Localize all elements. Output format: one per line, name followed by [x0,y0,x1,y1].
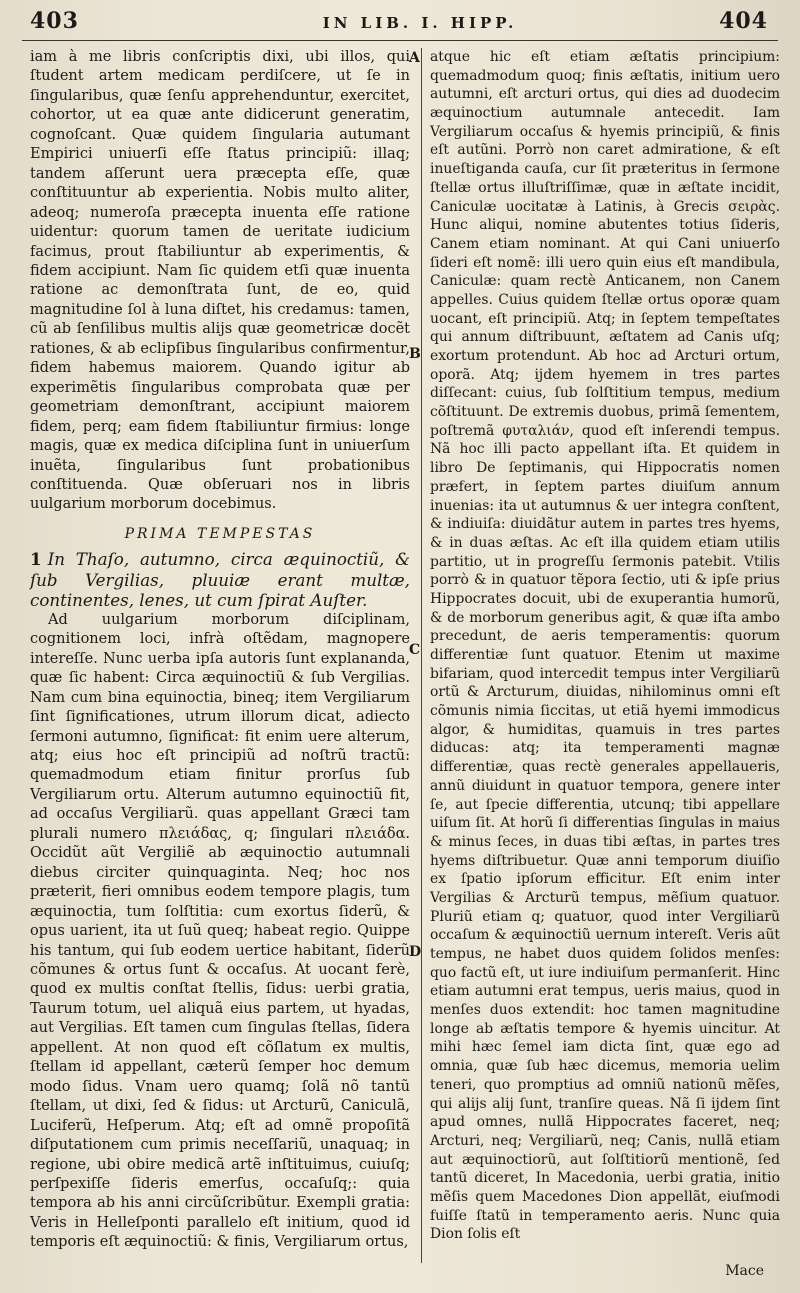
margin-marker-a: A [409,50,420,66]
commentary-paragraph-1: iam à me libris conſcriptis dixi, ubi illos, qui ſtudent artem medicam perdiſcere, ut ſe in ſingularibus, quæ ſenſu apprehenduntur, exercitet, cohortor, ut ea quæ ante didicerunt generatim, cognoſcant. Quæ quidem ſingularia autumant Empirici uniuerſi eſſe ſtatus principiũ: illaq; tandem aſſerunt uera præcepta eſſe, quæ conſtituuntur ab experientia. Nobis multo aliter, adeoq; numeroſa præcepta inuenta eſſe ratione uidentur: quorum tamen de ueritate iudicium facimus, prout ſtabiliuntur ab experimentis, & fidem accipiunt. Nam ſic quidem etſi quæ inuenta ratione ac demonſtrata ſunt, de eo, quid magnitudine ſol à luna diſtet, his credamus: tamen, cũ ab ſenſilibus multis alijs quæ geometricæ docẽt rationes, & ab eclipſibus ſingularibus confirmentur, fidem habemus maiorem. Quando igitur ab experimẽtis ſingularibus comprobata quæ per geometriam demonſtrant, accipiunt maiorem fidem, perq; eam fidem ſtabiliuntur firmius: longe magis, quæ ex medica diſciplina ſunt in uniuerſum inuẽta, ſingularibus ſunt probationibus conſtituenda. Quæ obſeruari nos in libris uulgarium morborum docebimus. [30,49,410,513]
margin-marker-b: B [409,346,421,362]
column-divider [421,48,422,1263]
section-heading: PRIMA TEMPESTAS [124,525,316,542]
commentary-paragraph-2: Ad uulgarium morborum diſciplinam, cognitionem loci, infrà oſtẽdam, magnopere intereſſe. Nunc uerba ipſa autoris ſunt explananda, quæ ſic habent: Circa æquinoctiũ & ſub Vergilias. Nam cum bina equinoctia, bineq; item Vergiliarum ſint ſignificationes, utrum illorum dicat, adiecto ſermoni autumno, ſignificat: fit enim uere alterum, atq; eius hoc eſt principiũ ad noſtrũ tractũ: quemadmodum etiam finitur prorſus ſub Vergiliarum ortu. Alterum autumno equinoctiũ fit, ad occaſus Vergiliarũ. quas appellant Græci tam plurali numero πλειάδας, q; ſingulari πλειάδα. Occidũt aũt Vergiliẽ ab æquinoctio autumnali diebus circiter quinquaginta. Neq; hoc nos præterit, fieri omnibus eodem tempore plagis, tum æquinoctia, tum ſolſtitia: cum exortus ſiderũ, & opus uarient, ita ut ſuũ queq; habeat regio. Quippe his tantum, qui ſub eodem uertice habitant, ſiderũ cõmunes & ortus ſunt & occaſus. At uocant ferè, quod ex multis conſtat ſtellis, ſidus: uerbi gratia, Taurum totum, uel aliquã eius partem, ut hyadas, aut Vergilias. Eſt tamen cum ſingulas ſtellas, ſidera appellent. At non quod eſt cõſlatum ex multis, ſtellam id appellant, cæterũ ſemper hoc demum modo ſidus. Vnam uero quamq; ſolã nõ tantũ ſtellam, ut dixi, ſed & ſidus: ut Arcturũ, Caniculã, Luciferũ, Heſperum. Atq; eſt ad omnẽ propoſitã diſputationem cum primis neceſſariũ, unaquaq; in regione, ubi obire medicã artẽ inſtituimus, cuiuſq; perſpexiſſe ſideris emerſus, occaſuſq;: quia tempora ab his anni circũſcribũtur. Exempli gratia: Veris in Helleſponti parallelo eſt initium, quod id temporis eſt æquinoctiũ: & finis, Vergiliarum ortus, [30,611,410,1251]
header-rule [22,40,778,41]
lemma [30,549,410,611]
page-number-right: 404 [719,8,768,34]
commentary-paragraph-3: atque hic eſt etiam æſtatis principium: quemadmodum quoq; finis æſtatis, initium uero autumni, eſt arcturi ortus, qui dies ad duodecim æquinoctium autumnale antecedit. Iam Vergiliarum occaſus & hyemis principiũ, & finis eſt autũni. Porrò non caret admiratione, & eſt inueſtiganda cauſa, cur ſit præteritus in ſermone ſtellæ ortus illuſtriſſimæ, quæ in æſtate incidit, Caniculæ uocitatæ à Latinis, à Grecis σειρὰς. Hunc aliqui, nomine abutentes totius ſideris, Canem etiam nominant. At qui Cani uniuerſo ſideri eſt nomẽ: illi uero quin eius eſt mandibula, Caniculæ: quam rectè Anticanem, non Canem appelles. Cuius quidem ſtellæ ortus oporæ quam uocant, eſt principiũ. Atq; in ſeptem tempeſtates qui annum diſtribuunt, æſtatem ad Canis uſq; exortum protendunt. Ab hoc ad Arcturi ortum, oporã. Atq; ijdem hyemem in tres partes diſſecant: cuius, ſub ſolſtitium tempus, medium cõſtituunt. De extremis duobus, primã ſementem, poſtremã φυταλιάν, quod eſt inſerendi tempus. Nã hoc illi pacto appellant iſta. Et quidem in libro De ſeptimanis, qui Hippocratis nomen præfert, in ſeptem partes diuiſum annum inuenias: ita ut autumnus & uer integra conſtent, & indiuiſa: diuidãtur autem in partes tres hyems, & in duas æſtas. Ac eſt illa quidem etiam utilis partitio, ut in progreſſu ſermonis patebit. Vtilis porrò & in quatuor tẽpora ſectio, uti & ipſe prius Hippocrates docuit, ubi de exuperantia humorũ, & de morborum generibus agit, & quæ iſta ambo precedunt, de aeris temperamentis: quorum differentiæ ſunt quatuor. Etenim ut maxime bifariam, quod intercedit tempus inter Vergiliarũ ortũ & Arcturum, diuidas, nihilominus omni eſt cõmunis nimia ſiccitas, ut etiã hyemi immodicus algor, & humiditas, quamuis in tres partes diducas: atq; ita temperamenti magnæ differentiæ, quas rectè generales appellaueris, annũ diuidunt in quatuor tempora, genere inter ſe, aut ſpecie differentia, utcunq; tibi appellare uiſum ſit. At horũ ſi differentias ſingulas in maius & minus ſeces, in duas tibi æſtas, in partes tres hyems diſtribuetur. Quæ anni temporum diuiſio ex ſpatio ipſorum efficitur. Eſt enim inter Vergilias & Arcturũ tempus, mẽſium quatuor. Pluriũ etiam q; quatuor, quod inter Vergiliarũ occaſum & æquinoctiũ uernum intereſt. Veris aũt tempus, ne habet duos quidem ſolidos menſes: quo factũ eſt, ut iure indiuiſum permanſerit. Hinc etiam autumni erat tempus, ueris maius, quod in menſes duos extendit: hoc tamen magnitudine longe ab æſtatis tempore & hyemis uincitur. At mihi hæc ſemel iam dicta ſint, quæ ego ad omnia, quæ ſub hæc dicemus, memoria uelim teneri, quo promptius ad omniũ nationũ mẽſes, qui alijs alij ſunt, tranſire queas. Nã ſi ijdem ſint apud omnes, nullã Hippocrates faceret, neq; Arcturi, neq; Vergiliarũ, neq; Canis, nullã etiam aut æquinoctiorũ, aut ſolſtitiorũ mentionẽ, ſed tantũ diceret, In Macedonia, uerbi gratia, initio mẽſis quem Macedones Dion appellãt, eiuſmodi fuiſſe ſtatũ in temperamento aeris. Nunc quia Dion ſolis eſt [430,49,780,1243]
running-head [0,8,800,44]
catchword: Mace [725,1263,764,1279]
margin-marker-d: D [409,944,422,960]
margin-marker-c: C [409,642,421,658]
lemma-number: 1 [30,548,42,569]
page-number-left: 403 [30,8,79,34]
left-column [30,48,410,1253]
running-title: IN LIB. I. HIPP. [322,14,518,32]
lemma-text: In Thaſo, autumno, circa æquinoctiũ, & ſub Vergilias, pluuiæ erant multæ, continentes, lenes, ut cum ſpirat Auſter. [30,548,410,611]
right-column [430,48,780,1244]
